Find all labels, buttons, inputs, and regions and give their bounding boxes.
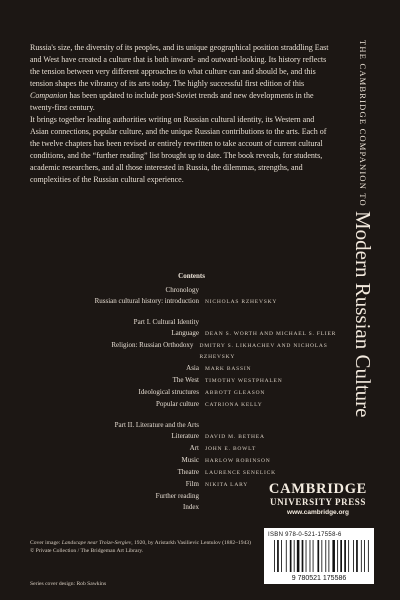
contents-entry [30, 455, 360, 467]
book-title: Modern Russian Culture [351, 210, 375, 418]
table-of-contents [30, 271, 360, 513]
blurb-italic-companion: Companion [30, 91, 68, 100]
contents-entry-author: LAURENCE SENELICK [205, 470, 276, 476]
barcode-bar [361, 540, 362, 572]
cover-credits [30, 539, 255, 555]
contents-entry [30, 340, 360, 363]
contents-entry-author: MARK BASSIN [205, 366, 252, 372]
credit-artwork-title: Landscape near Troize-Sergiev [61, 540, 132, 546]
barcode-bar [340, 540, 342, 572]
barcode-bar [281, 540, 282, 572]
contents-entry-title: Music [181, 456, 199, 464]
barcode-bar [277, 540, 279, 572]
barcode-bar [274, 540, 275, 572]
barcode-bar [364, 540, 365, 572]
contents-list [30, 285, 360, 513]
contents-entry-author: NIKITA LARY [205, 482, 249, 488]
barcode-bar [294, 540, 295, 572]
contents-entry-author: JOHN E. BOWLT [205, 446, 256, 452]
isbn-label: ISBN 978-0-521-17558-6 [268, 532, 342, 538]
barcode-bar [321, 540, 322, 572]
barcode-bar [302, 540, 304, 572]
contents-entry-title: Film [185, 480, 199, 488]
contents-entry [30, 420, 360, 431]
blurb-text [30, 42, 330, 186]
contents-entry-title: Russian cultural history: introduction [94, 297, 199, 305]
barcode-bar [368, 540, 369, 572]
barcode-bar [353, 540, 354, 572]
contents-entry [30, 296, 360, 308]
contents-entry-title: Art [189, 444, 199, 452]
contents-entry [30, 363, 360, 375]
contents-entry [30, 375, 360, 387]
contents-entry-title: Language [171, 329, 199, 337]
contents-entry-author: HARLOW ROBINSON [205, 458, 271, 464]
barcode-bar [337, 540, 338, 572]
barcode-bar [313, 540, 314, 572]
blurb-text-part: has been updated to include post-Soviet trends and new developments in the twenty-first century. [30, 91, 314, 112]
blurb-paragraph-2: It brings together leading authorities writing on Russian cultural identity, its Western and Asian connections, popular culture, and the unique Russian contributions to the arts. Each of the twelve chapters has been revised or entirely rewritten to take account of current cultural conditions, and the “further reading” list brought up to date. The book reveals, for students, academic researchers, and all those interested in Russia, the dilemmas, strengths, and complexities of the Russian cultural experience. [30, 115, 327, 184]
contents-entry-title: Part II. Literature and the Arts [114, 421, 199, 429]
vertical-book-title [340, 40, 375, 418]
credit-artist: , 1920, by Aristarkh Vasilievic Lentulov (1882–1943) © Private Collection / The Bridgeman Art Library. [30, 540, 252, 554]
barcode-bar [297, 540, 300, 572]
contents-entry-title: Asia [186, 364, 199, 372]
contents-entry [30, 443, 360, 455]
blurb-text-part: Russia's size, the diversity of its peoples, and its unique geographical position straddling East and West have created a culture that is both inward- and outward-looking. Its history reflects the tension between very different approaches to what culture can and should be, and this tension shapes the vibrancy of its arts today. The highly successful first edition of this [30, 43, 329, 88]
blurb-paragraph-1 [30, 42, 330, 114]
contents-entry-author: NICHOLAS RZHEVSKY [205, 299, 278, 305]
contents-entry-author: ABBOTT GLEASON [205, 390, 266, 396]
publisher-name: CAMBRIDGE [268, 481, 368, 497]
contents-entry-title: Ideological structures [138, 388, 199, 396]
contents-entry-author: DAVID M. BETHEA [205, 434, 265, 440]
barcode-bar [325, 540, 326, 572]
barcode-bar [332, 540, 335, 572]
barcode-bar [356, 540, 358, 572]
isbn-barcode [264, 528, 374, 584]
publisher-url: www.cambridge.org [287, 509, 349, 516]
barcode-bar [348, 540, 349, 572]
barcode-bar [286, 540, 287, 572]
barcode-graphic [268, 540, 370, 582]
contents-entry-title: Index [183, 503, 199, 511]
barcode-bar [317, 540, 319, 572]
contents-entry-title: The West [172, 376, 199, 384]
barcode-bar [306, 540, 307, 572]
contents-entry-title: Religion: Russian Orthodoxy [111, 341, 194, 349]
contents-entry-title: Further reading [155, 492, 199, 500]
series-name: THE CAMBRIDGE COMPANION TO [358, 40, 368, 207]
contents-entry-author: DMITRY S. LIKHACHEV AND NICHOLAS RZHEVSKY [199, 343, 328, 360]
contents-entry-title: Chronology [165, 286, 199, 294]
barcode-digits: 9 780521 175586 [291, 575, 347, 582]
publisher-logo [263, 482, 373, 517]
series-design-credit: Series cover design: Rob Sawkins [30, 581, 107, 587]
barcode-bar [344, 540, 346, 572]
barcode-bar [328, 540, 329, 572]
contents-entry [30, 431, 360, 443]
contents-heading: Contents [178, 272, 205, 280]
barcode-bar [290, 540, 292, 572]
contents-entry-title: Literature [171, 432, 199, 440]
contents-entry [30, 328, 360, 340]
contents-entry [30, 399, 360, 411]
contents-entry-author: CATRIONA KELLY [205, 402, 263, 408]
publisher-subname: UNIVERSITY PRESS [269, 497, 367, 507]
contents-entry [30, 317, 360, 328]
contents-entry-title: Theatre [177, 468, 199, 476]
contents-entry-title: Popular culture [156, 400, 199, 408]
contents-entry-author: DEAN S. WORTH AND MICHAEL S. FLIER [205, 331, 337, 337]
contents-entry-title: Part I. Cultural Identity [133, 318, 199, 326]
contents-entry [30, 467, 360, 479]
contents-entry [30, 387, 360, 399]
barcode-bar [310, 540, 311, 572]
contents-entry [30, 285, 360, 296]
contents-entry-author: TIMOTHY WESTPHALEN [205, 378, 283, 384]
credit-prefix: Cover image: [30, 540, 62, 546]
